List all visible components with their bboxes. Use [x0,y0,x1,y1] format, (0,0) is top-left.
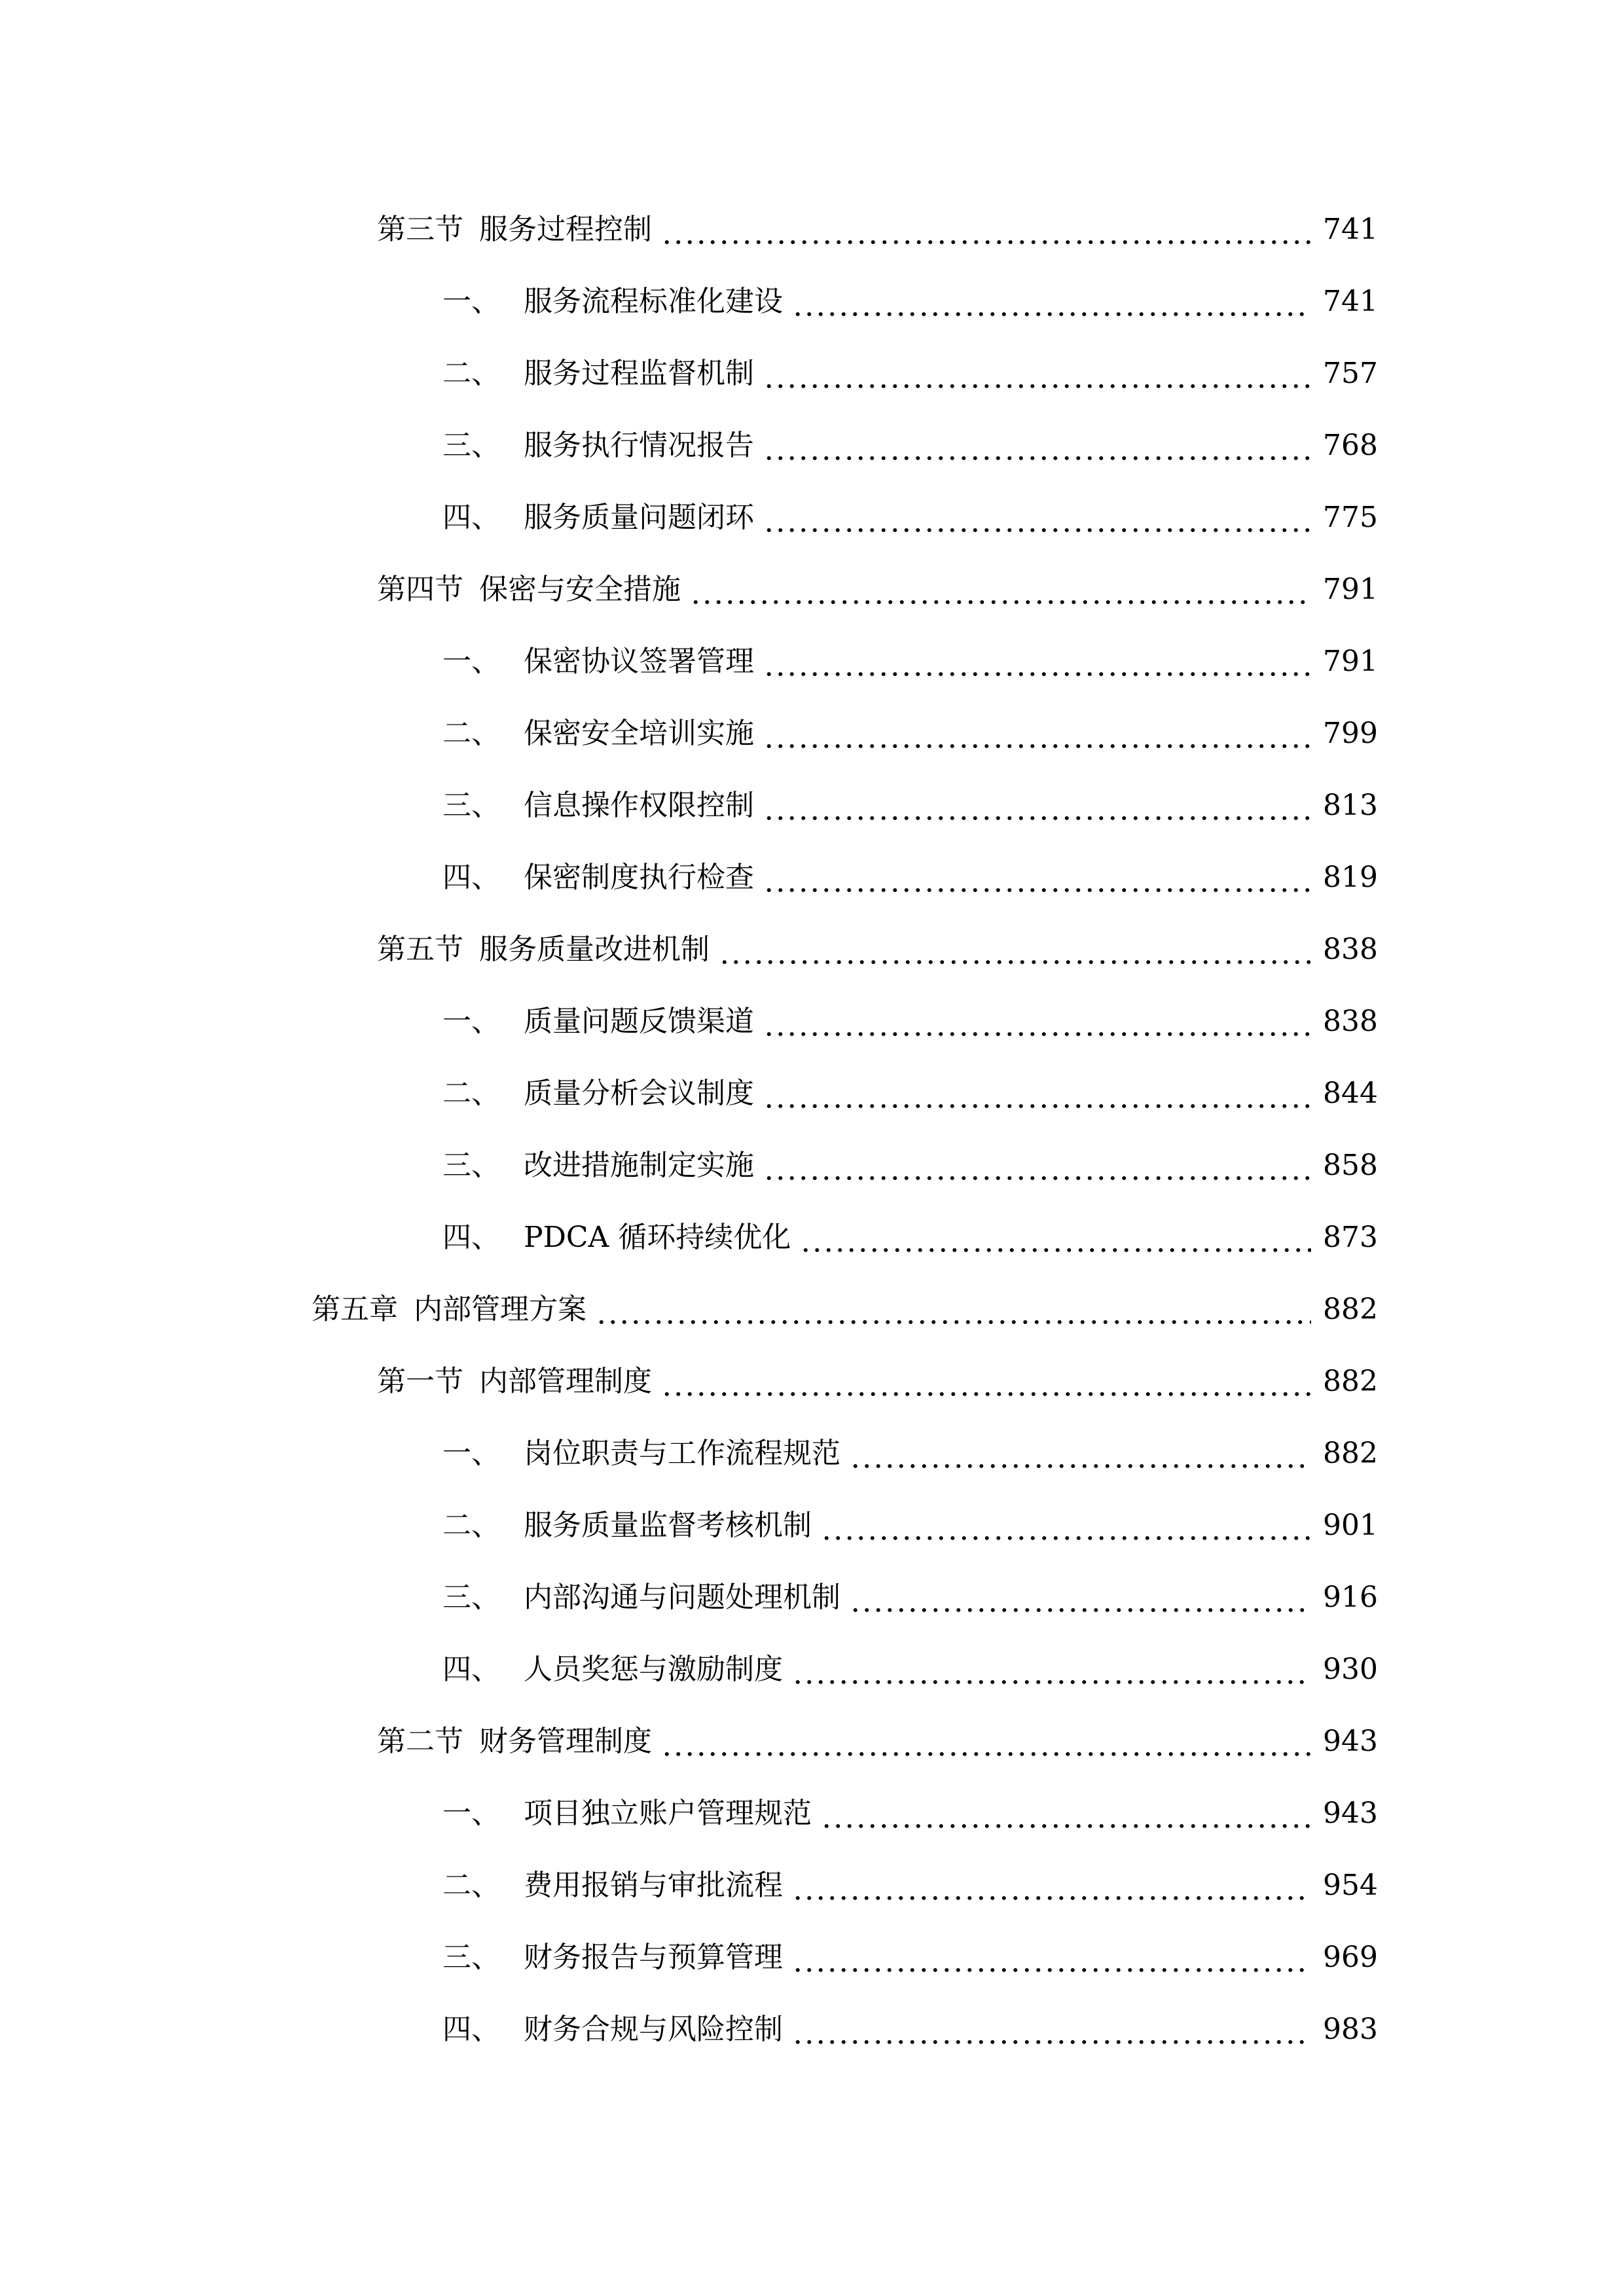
dot-leader [763,1007,1311,1036]
entry-number: 三、 [442,1581,500,1614]
dot-leader [763,791,1311,820]
entry-number: 第一节 [377,1365,463,1398]
dot-leader [792,287,1311,316]
entry-page-number: 799 [1323,717,1378,750]
entry-number: 第五章 [312,1293,398,1326]
entry-number: 四、 [442,861,500,894]
toc-subsection-entry[interactable] [0,842,1624,914]
entry-number: 二、 [442,357,500,390]
dot-leader [690,575,1311,604]
dot-leader [763,359,1311,388]
dot-leader [850,1439,1311,1468]
entry-title: 保密制度执行检查 [524,861,754,894]
entry-page-number: 916 [1323,1581,1378,1614]
toc-section-entry[interactable] [0,194,1624,266]
dot-leader [719,935,1311,964]
entry-title: 信息操作权限控制 [524,789,754,822]
dot-leader [763,503,1311,532]
entry-page-number: 741 [1323,285,1378,318]
toc-subsection-entry[interactable] [0,1418,1624,1490]
entry-title: 服务过程监督机制 [524,357,754,390]
entry-number: 一、 [442,1437,500,1470]
toc-subsection-entry[interactable] [0,1922,1624,1994]
entry-page-number: 882 [1323,1437,1378,1470]
dot-leader [800,1223,1311,1252]
toc-subsection-entry[interactable] [0,770,1624,842]
entry-title: 财务合规与风险控制 [524,2013,783,2046]
entry-title: 内部管理制度 [479,1365,652,1398]
entry-title: 财务报告与预算管理 [524,1941,783,1974]
entry-number: 二、 [442,1077,500,1110]
entry-title: 服务质量监督考核机制 [524,1509,812,1542]
entry-title: 服务流程标准化建设 [524,285,783,318]
dot-leader [763,719,1311,748]
entry-page-number: 757 [1323,357,1378,390]
entry-title: 项目独立账户管理规范 [524,1797,812,1830]
toc-subsection-entry[interactable] [0,1490,1624,1562]
toc-subsection-entry[interactable] [0,1130,1624,1202]
entry-title: 保密安全培训实施 [524,717,754,750]
entry-number: 四、 [442,501,500,534]
toc-section-entry[interactable] [0,554,1624,626]
entry-title: 服务质量改进机制 [479,933,710,966]
entry-number: 第二节 [377,1725,463,1758]
entry-title: 服务过程控制 [479,213,652,246]
entry-number: 三、 [442,1941,500,1974]
toc-section-entry[interactable] [0,1346,1624,1418]
entry-title: 内部沟通与问题处理机制 [524,1581,840,1614]
entry-page-number: 813 [1323,789,1378,822]
entry-title: 财务管理制度 [479,1725,652,1758]
entry-number: 二、 [442,1869,500,1902]
toc-subsection-entry[interactable] [0,986,1624,1058]
dot-leader [763,647,1311,676]
entry-page-number: 819 [1323,861,1378,894]
entry-title: 服务执行情况报告 [524,429,754,462]
toc-subsection-entry[interactable] [0,1778,1624,1850]
dot-leader [763,1079,1311,1108]
entry-title: 岗位职责与工作流程规范 [524,1437,840,1470]
entry-page-number: 901 [1323,1509,1378,1542]
toc-section-entry[interactable] [0,914,1624,986]
dot-leader [792,1655,1311,1684]
entry-number: 第四节 [377,573,463,606]
entry-number: 二、 [442,717,500,750]
dot-leader [821,1511,1311,1540]
toc-subsection-entry[interactable] [0,698,1624,770]
dot-leader [850,1583,1311,1612]
dot-leader [792,1943,1311,1972]
entry-title: 内部管理方案 [414,1293,586,1326]
entry-number: 一、 [442,1005,500,1038]
toc-subsection-entry[interactable] [0,266,1624,338]
entry-title: 质量问题反馈渠道 [524,1005,754,1038]
entry-page-number: 969 [1323,1941,1378,1974]
dot-leader [596,1295,1311,1324]
entry-number: 一、 [442,285,500,318]
dot-leader [763,863,1311,892]
entry-title: 保密协议签署管理 [524,645,754,678]
entry-page-number: 943 [1323,1797,1378,1830]
dot-leader [763,1151,1311,1180]
entry-number: 三、 [442,429,500,462]
entry-number: 一、 [442,645,500,678]
toc-subsection-entry[interactable] [0,338,1624,410]
dot-leader [661,1727,1311,1756]
entry-number: 四、 [442,1653,500,1686]
toc-subsection-entry[interactable] [0,482,1624,554]
entry-title: 费用报销与审批流程 [524,1869,783,1902]
entry-number: 四、 [442,2013,500,2046]
entry-page-number: 791 [1323,573,1378,606]
entry-page-number: 741 [1323,213,1378,246]
entry-page-number: 858 [1323,1149,1378,1182]
entry-page-number: 838 [1323,933,1378,966]
dot-leader [661,1367,1311,1396]
entry-number: 四、 [442,1221,500,1254]
entry-page-number: 873 [1323,1221,1378,1254]
entry-title: 改进措施制定实施 [524,1149,754,1182]
toc-section-entry[interactable] [0,1706,1624,1778]
entry-title: PDCA 循环持续优化 [524,1221,791,1254]
entry-number: 三、 [442,789,500,822]
entry-number: 三、 [442,1149,500,1182]
entry-number: 二、 [442,1509,500,1542]
entry-page-number: 838 [1323,1005,1378,1038]
entry-page-number: 768 [1323,429,1378,462]
entry-title: 质量分析会议制度 [524,1077,754,1110]
entry-page-number: 882 [1323,1293,1378,1326]
entry-number: 第三节 [377,213,463,246]
toc-subsection-entry[interactable] [0,1058,1624,1130]
entry-page-number: 930 [1323,1653,1378,1686]
entry-page-number: 954 [1323,1869,1378,1902]
toc-subsection-entry[interactable] [0,1850,1624,1922]
entry-page-number: 943 [1323,1725,1378,1758]
entry-page-number: 882 [1323,1365,1378,1398]
entry-page-number: 983 [1323,2013,1378,2046]
dot-leader [792,1871,1311,1900]
toc-subsection-entry[interactable] [0,1994,1624,2066]
dot-leader [792,2015,1311,2044]
entry-title: 保密与安全措施 [479,573,681,606]
entry-page-number: 791 [1323,645,1378,678]
entry-title: 人员奖惩与激励制度 [524,1653,783,1686]
entry-number: 一、 [442,1797,500,1830]
toc-chapter-entry[interactable] [0,1274,1624,1346]
entry-page-number: 844 [1323,1077,1378,1110]
toc-subsection-entry[interactable] [0,1562,1624,1634]
entry-title: 服务质量问题闭环 [524,501,754,534]
entry-number: 第五节 [377,933,463,966]
table-of-contents [0,194,1624,2066]
dot-leader [821,1799,1311,1828]
toc-subsection-entry[interactable] [0,626,1624,698]
toc-subsection-entry[interactable] [0,1634,1624,1706]
toc-subsection-entry[interactable] [0,410,1624,482]
dot-leader [763,431,1311,460]
toc-subsection-entry[interactable] [0,1202,1624,1274]
entry-page-number: 775 [1323,501,1378,534]
dot-leader [661,215,1311,244]
